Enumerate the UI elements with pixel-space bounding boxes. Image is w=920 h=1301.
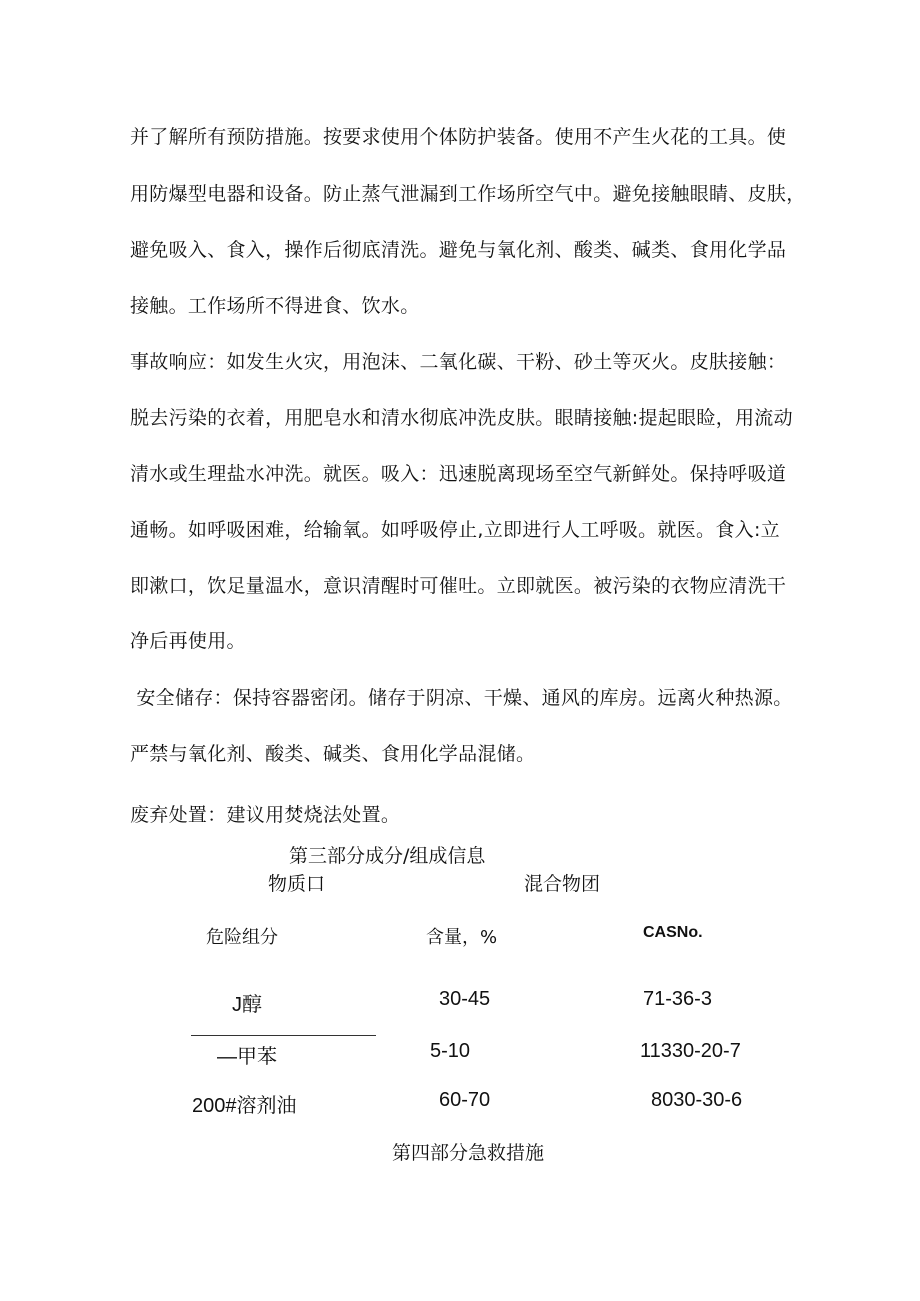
text-line: 清水或生理盐水冲洗。就医。吸入：迅速脱离现场至空气新鲜处。保持呼吸道 xyxy=(130,463,787,485)
table-cell-component: J醇 xyxy=(232,994,262,1016)
table-cell-cas: 8030-30-6 xyxy=(651,1089,743,1111)
table-cell-content: 30-45 xyxy=(439,988,491,1010)
substance-checkbox-label: 物质口 xyxy=(268,873,326,895)
text-line: 通畅。如呼吸困难，给输氧。如呼吸停止,立即进行人工呼吸。就医。食入:立 xyxy=(130,519,780,541)
table-cell-content: 60-70 xyxy=(439,1089,491,1111)
text-line: 安全储存：保持容器密闭。储存于阴凉、干燥、通风的库房。远离火种热源。 xyxy=(130,687,793,709)
header-component: 危险组分 xyxy=(206,927,278,948)
table-cell-cas: 71-36-3 xyxy=(643,988,712,1010)
text-line: 脱去污染的衣着，用肥皂水和清水彻底冲洗皮肤。眼睛接触:提起眼睑，用流动 xyxy=(130,407,793,429)
table-divider xyxy=(191,1035,376,1036)
section3-title: 第三部分成分/组成信息 xyxy=(289,845,486,867)
text-line: 并了解所有预防措施。按要求使用个体防护装备。使用不产生火花的工具。使 xyxy=(130,126,787,148)
text-line: 严禁与氧化剂、酸类、碱类、食用化学品混储。 xyxy=(130,743,536,765)
mixture-checkbox-label: 混合物团 xyxy=(524,873,601,895)
text-line: 避免吸入、食入，操作后彻底清洗。避免与氧化剂、酸类、碱类、食用化学品 xyxy=(130,239,787,261)
text-line: 用防爆型电器和设备。防止蒸气泄漏到工作场所空气中。避免接触眼睛、皮肤， xyxy=(130,183,806,205)
header-content: 含量，% xyxy=(426,927,498,948)
text-line: 净后再使用。 xyxy=(130,630,246,652)
text-line: 事故响应：如发生火灾，用泡沫、二氧化碳、干粉、砂土等灭火。皮肤接触： xyxy=(130,351,787,373)
table-cell-component: 200#溶剂油 xyxy=(192,1095,297,1117)
header-cas: CASNo. xyxy=(643,924,703,941)
section4-title: 第四部分急救措施 xyxy=(392,1142,545,1164)
table-cell-component: —甲苯 xyxy=(217,1046,277,1068)
text-line: 接触。工作场所不得进食、饮水。 xyxy=(130,295,420,317)
table-cell-content: 5-10 xyxy=(430,1040,471,1062)
paragraph-disposal: 废弃处置：建议用焚烧法处置。 xyxy=(130,804,401,826)
table-cell-cas: 11330-20-7 xyxy=(640,1040,741,1062)
text-line: 即漱口，饮足量温水，意识清醒时可催吐。立即就医。被污染的衣物应清洗干 xyxy=(130,575,787,597)
